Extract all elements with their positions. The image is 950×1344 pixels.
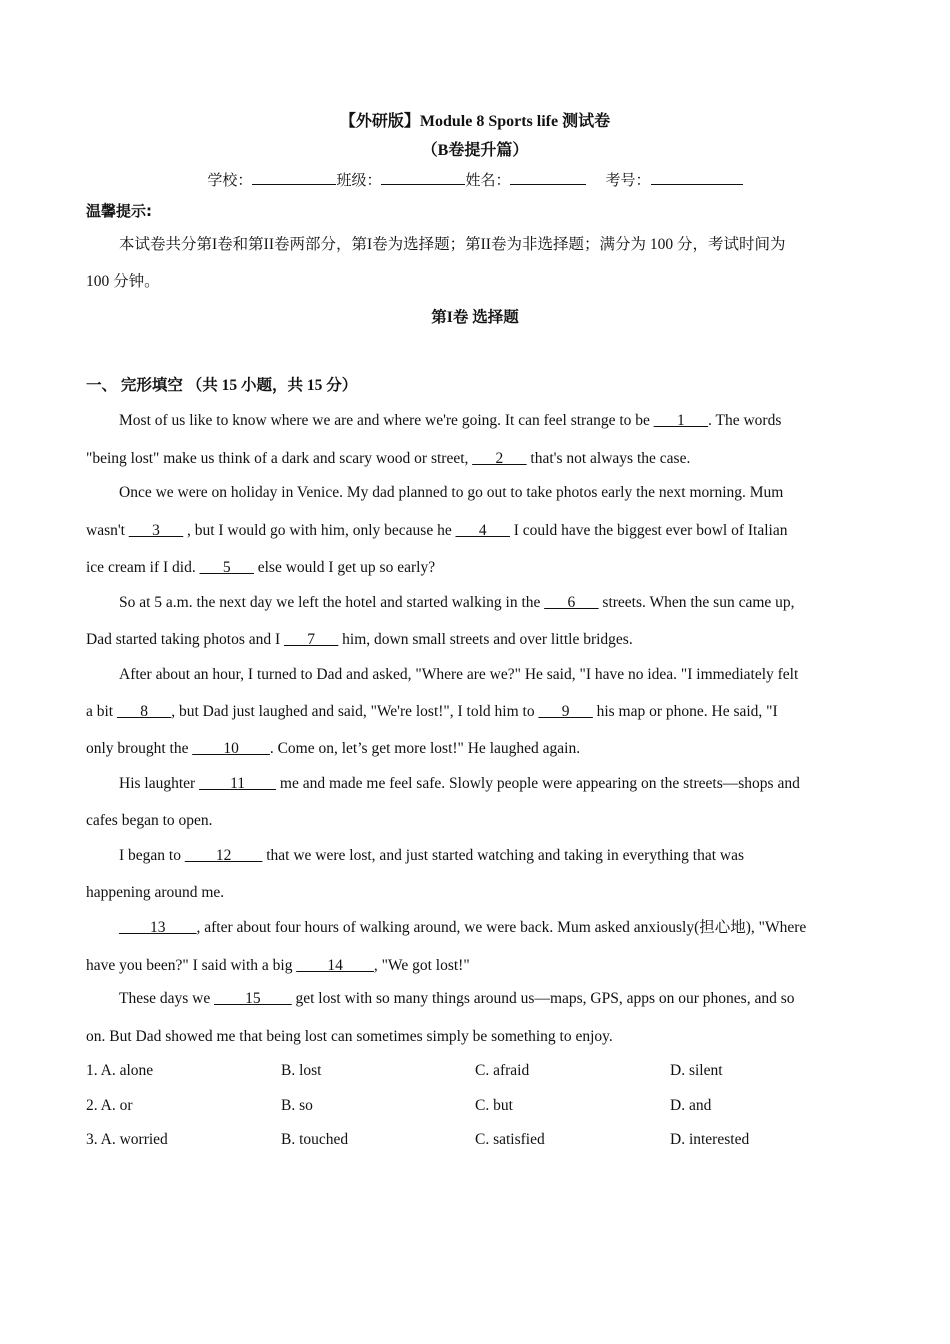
text: , but Dad just laughed and said, "We're lost!", I told him to bbox=[171, 703, 539, 720]
text: I began to bbox=[119, 847, 185, 864]
passage-line bbox=[86, 521, 787, 541]
passage-line bbox=[119, 846, 744, 866]
blank-15: ____15____ bbox=[214, 990, 292, 1007]
text: . Come on, let’s get more lost!" He laughed again. bbox=[269, 740, 581, 757]
text: his map or phone. He said, "I bbox=[592, 703, 778, 720]
option-b[interactable]: B. touched bbox=[281, 1131, 349, 1148]
blank-1: ___1___ bbox=[653, 412, 709, 429]
text: wasn't bbox=[86, 522, 129, 539]
text: that's not always the case. bbox=[526, 450, 691, 467]
text: So at 5 a.m. the next day we left the hotel and started walking in the bbox=[119, 594, 545, 611]
option-a[interactable]: 3. A. worried bbox=[86, 1131, 168, 1148]
text: ice cream if I did. bbox=[86, 559, 200, 576]
passage-line bbox=[86, 739, 580, 759]
text: "being lost" make us think of a dark and scary wood or street, bbox=[86, 450, 473, 467]
passage-line bbox=[119, 989, 795, 1009]
blank-4: ___4___ bbox=[455, 522, 510, 539]
text: that we were lost, and just started watching and taking in everything that was bbox=[262, 847, 745, 864]
passage-line bbox=[119, 774, 800, 794]
exam-no-blank[interactable] bbox=[651, 168, 743, 185]
option-c[interactable]: C. but bbox=[475, 1097, 513, 1114]
text: Most of us like to know where we are and where we're going. It can feel strange to be bbox=[119, 412, 654, 429]
blank-6: ___6___ bbox=[544, 594, 599, 611]
tips-line-1: 本试卷共分第I卷和第II卷两部分，第I卷为选择题；第II卷为非选择题；满分为 100 分，考试时间为 bbox=[119, 236, 786, 253]
text: , "We got lost!" bbox=[373, 957, 470, 974]
option-b[interactable]: B. lost bbox=[281, 1062, 322, 1079]
blank-9: ___9___ bbox=[538, 703, 593, 720]
passage-line bbox=[119, 593, 795, 613]
option-d[interactable]: D. interested bbox=[670, 1131, 750, 1148]
blank-11: ____11____ bbox=[199, 775, 277, 792]
text: only brought the bbox=[86, 740, 193, 757]
text: me and made me feel safe. Slowly people were appearing on the streets—shops and bbox=[276, 775, 800, 792]
passage-line: on. But Dad showed me that being lost can sometimes simply be something to enjoy. bbox=[86, 1028, 613, 1045]
passage-line bbox=[86, 449, 690, 469]
passage-line bbox=[86, 702, 778, 722]
passage-line bbox=[86, 956, 470, 976]
school-blank[interactable] bbox=[252, 168, 336, 185]
option-d[interactable]: D. and bbox=[670, 1097, 712, 1114]
blank-14: ____14____ bbox=[296, 957, 374, 974]
option-a[interactable]: 1. A. alone bbox=[86, 1062, 154, 1079]
name-label: 姓名： bbox=[465, 171, 511, 189]
name-blank[interactable] bbox=[510, 168, 586, 185]
blank-10: ____10____ bbox=[192, 740, 270, 757]
text: get lost with so many things around us—maps, GPS, apps on our phones, and so bbox=[291, 990, 795, 1007]
exam-no-label: 考号： bbox=[605, 171, 651, 189]
text: a bit bbox=[86, 703, 117, 720]
text: him, down small streets and over little bridges. bbox=[338, 631, 633, 648]
blank-12: ____12____ bbox=[184, 847, 263, 864]
option-a[interactable]: 2. A. or bbox=[86, 1097, 133, 1114]
passage-line: happening around me. bbox=[86, 884, 225, 901]
section-heading: 一、 完形填空 （共 15 小题，共 15 分） bbox=[86, 377, 358, 394]
tips-heading: 温馨提示: bbox=[86, 202, 152, 220]
passage-line: Once we were on holiday in Venice. My dad planned to go out to take photos early the next morning. Mum bbox=[119, 484, 784, 501]
text: These days we bbox=[119, 990, 215, 1007]
blank-2: ___2___ bbox=[472, 450, 527, 467]
option-c[interactable]: C. afraid bbox=[475, 1062, 530, 1079]
option-c[interactable]: C. satisfied bbox=[475, 1131, 545, 1148]
text: else would I get up so early? bbox=[253, 559, 436, 576]
student-info-fields bbox=[0, 168, 950, 191]
text: , after about four hours of walking around, we were back. Mum asked anxiously(担心地), "Where bbox=[196, 919, 807, 936]
class-label: 班级： bbox=[336, 171, 382, 189]
text: , but I would go with him, only because he bbox=[183, 522, 456, 539]
text: . The words bbox=[708, 412, 782, 429]
blank-8: ___8___ bbox=[117, 703, 172, 720]
school-label: 学校： bbox=[207, 171, 253, 189]
text: Dad started taking photos and I bbox=[86, 631, 285, 648]
passage-line bbox=[119, 411, 781, 431]
blank-13: ____13____ bbox=[119, 919, 197, 936]
blank-7: ___7___ bbox=[284, 631, 339, 648]
passage-line: cafes began to open. bbox=[86, 812, 213, 829]
passage-line bbox=[86, 630, 633, 650]
exam-title: 【外研版】Module 8 Sports life 测试卷 bbox=[339, 113, 611, 130]
blank-3: ___3___ bbox=[128, 522, 184, 539]
passage-line bbox=[119, 918, 806, 938]
passage-line bbox=[86, 558, 435, 578]
option-b[interactable]: B. so bbox=[281, 1097, 313, 1114]
exam-subtitle: （B卷提升篇） bbox=[421, 142, 529, 159]
text: have you been?" I said with a big bbox=[86, 957, 297, 974]
blank-5: ___5___ bbox=[199, 559, 254, 576]
part-one-title: 第I卷 选择题 bbox=[431, 309, 519, 326]
option-d[interactable]: D. silent bbox=[670, 1062, 723, 1079]
class-blank[interactable] bbox=[381, 168, 465, 185]
passage-line: After about an hour, I turned to Dad and asked, "Where are we?" He said, "I have no idea. "I immediately felt bbox=[119, 666, 799, 683]
text: streets. When the sun came up, bbox=[598, 594, 795, 611]
text: His laughter bbox=[119, 775, 200, 792]
text: I could have the biggest ever bowl of Italian bbox=[509, 522, 788, 539]
tips-line-2: 100 分钟。 bbox=[86, 273, 160, 290]
